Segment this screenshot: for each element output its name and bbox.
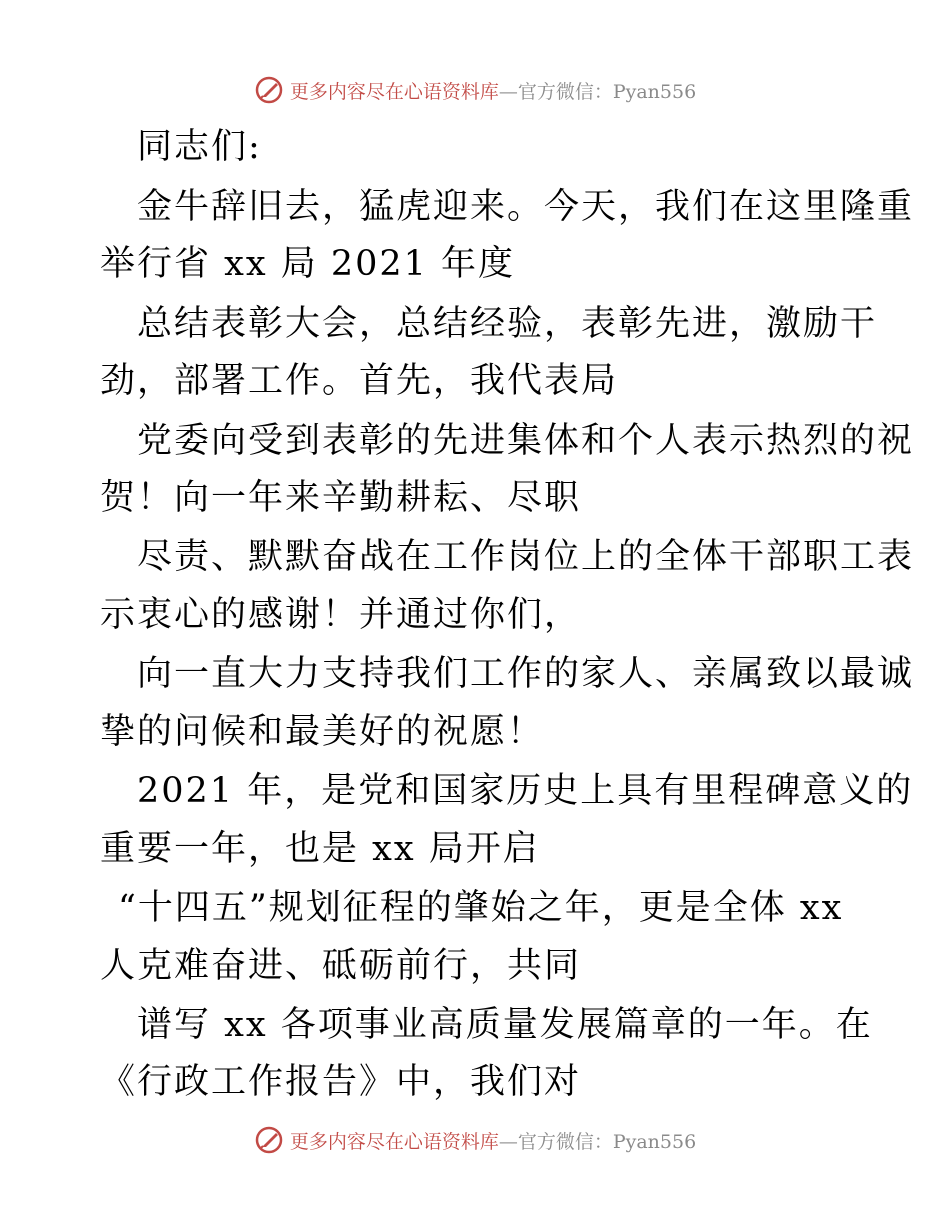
header-banner-red: 更多内容尽在心语资料库 [289, 80, 499, 103]
document-line: 同志们: [137, 127, 262, 167]
footer-banner-separator: — [498, 1130, 518, 1153]
document-line: 党委向受到表彰的先进集体和个人表示热烈的祝 [137, 421, 915, 461]
footer-banner-red: 更多内容尽在心语资料库 [289, 1130, 499, 1153]
document-line: 2021 年，是党和国家历史上具有里程碑意义的 [137, 771, 914, 811]
footer-banner [0, 1120, 950, 1160]
document-line: 示衷心的感谢！并通过你们， [100, 595, 582, 635]
footer-banner-text [290, 1127, 696, 1154]
footer-banner-content [254, 1125, 696, 1155]
document-line: 挚的问候和最美好的祝愿！ [100, 712, 545, 752]
footer-banner-wechat: 官方微信：Pyan556 [517, 1130, 697, 1153]
document-line: 人克难奋进、砥砺前行，共同 [100, 946, 582, 986]
header-banner-separator: — [498, 80, 518, 103]
document-line: 总结表彰大会，总结经验，表彰先进，激励干 [137, 304, 878, 344]
document-line: 重要一年，也是 xx 局开启 [100, 829, 540, 869]
header-banner-wechat: 官方微信：Pyan556 [517, 80, 697, 103]
quill-pen-icon [254, 1125, 284, 1155]
document-line: 尽责、默默奋战在工作岗位上的全体干部职工表 [137, 537, 915, 577]
document-line: 谱写 xx 各项事业高质量发展篇章的一年。在 [137, 1005, 873, 1045]
document-line: 向一直大力支持我们工作的家人、亲属致以最诚 [137, 654, 915, 694]
document-line: 《行政工作报告》中，我们对 [100, 1062, 582, 1102]
document-line: 劲，部署工作。首先，我代表局 [100, 361, 619, 401]
document-line: 举行省 xx 局 2021 年度 [100, 244, 516, 284]
document-line: 贺！向一年来辛勤耕耘、尽职 [100, 478, 582, 518]
document-line: 金牛辞旧去，猛虎迎来。今天，我们在这里隆重 [137, 187, 915, 227]
document-line: “十四五”规划征程的肇始之年，更是全体 xx [118, 888, 844, 928]
